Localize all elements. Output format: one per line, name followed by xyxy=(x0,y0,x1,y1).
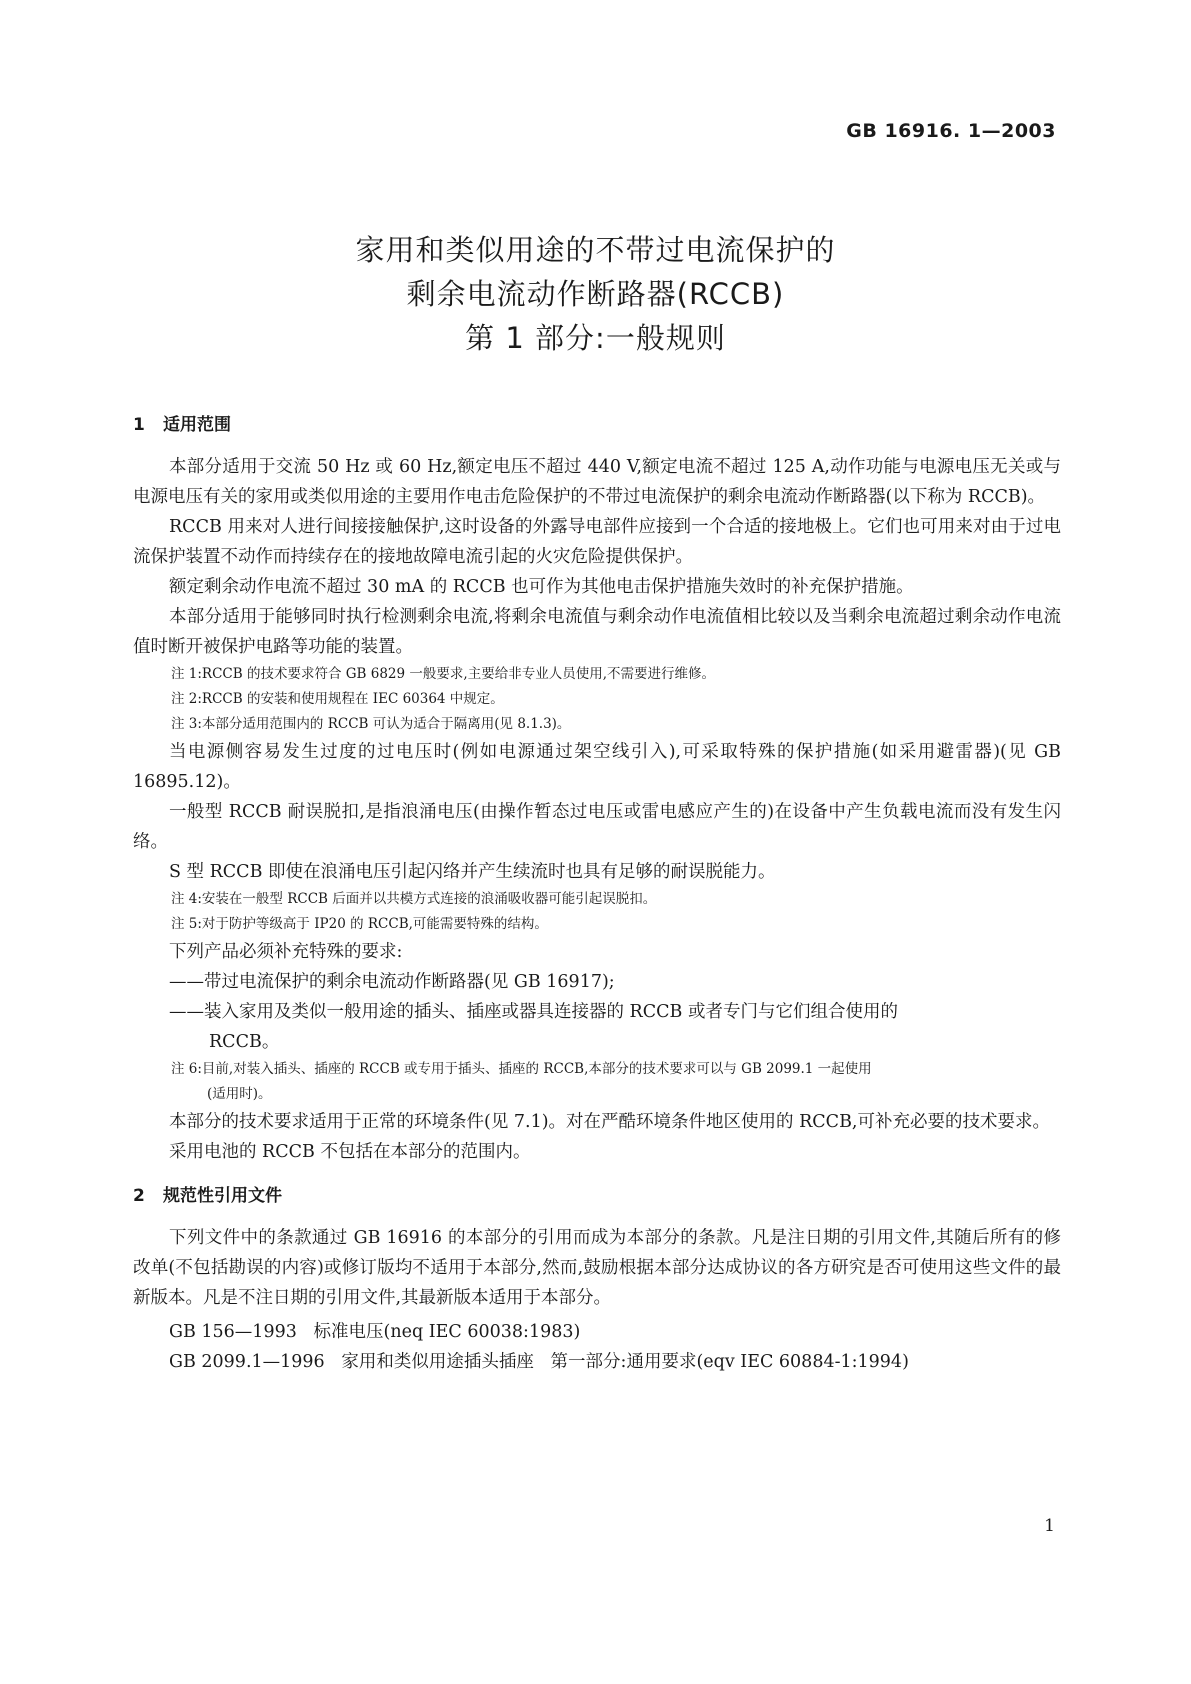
scope-paragraph-8: 下列产品必须补充特殊的要求: xyxy=(169,942,403,962)
note-1: 注 1:RCCB 的技术要求符合 GB 6829 一般要求,主要给非专业人员使用,不需要进行维修。 xyxy=(171,666,715,682)
scope-paragraph-9: 本部分的技术要求适用于正常的环境条件(见 7.1)。对在严酷环境条件地区使用的 RCCB,可补充必要的技术要求。 xyxy=(169,1112,1050,1132)
scope-paragraph-7: S 型 RCCB 即使在浪涌电压引起闪络并产生续流时也具有足够的耐误脱能力。 xyxy=(169,862,776,882)
section-2-title: 规范性引用文件 xyxy=(163,1186,282,1206)
note-2: 注 2:RCCB 的安装和使用规程在 IEC 60364 中规定。 xyxy=(171,691,504,707)
page-number: 1 xyxy=(1044,1516,1055,1536)
dash-item-2-line-1: ——装入家用及类似一般用途的插头、插座或器具连接器的 RCCB 或者专门与它们组合使用的 xyxy=(169,1002,898,1022)
standard-number: GB 16916. 1—2003 xyxy=(846,120,1056,142)
document-body xyxy=(133,408,1061,1377)
note-6-line-2: (适用时)。 xyxy=(207,1086,272,1102)
section-1-heading xyxy=(133,408,1061,442)
note-4: 注 4:安装在一般型 RCCB 后面并以共模方式连接的浪涌吸收器可能引起误脱扣。 xyxy=(171,891,657,907)
note-6-line-1: 注 6:目前,对装入插头、插座的 RCCB 或专用于插头、插座的 RCCB,本部分的技术要求可以与 GB 2099.1 一起使用 xyxy=(171,1061,872,1077)
references-paragraph: 下列文件中的条款通过 GB 16916 的本部分的引用而成为本部分的条款。凡是注日期的引用文件,其随后所有的修改单(不包括勘误的内容)或修订版均不适用于本部分,然而,鼓励根据本部分达成协议的各方研究是否可使用这些文件的最新版本。凡是不注日期的引用文件,其最新版本适用于本部分。 xyxy=(133,1228,1061,1308)
scope-paragraph-4: 本部分适用于能够同时执行检测剩余电流,将剩余电流值与剩余动作电流值相比较以及当剩余电流超过剩余动作电流值时断开被保护电路等功能的装置。 xyxy=(133,607,1061,657)
dash-item-2-line-2: RCCB。 xyxy=(209,1032,280,1052)
title-line-1: 家用和类似用途的不带过电流保护的 xyxy=(355,233,836,267)
scope-paragraph-5: 当电源侧容易发生过度的过电压时(例如电源通过架空线引入),可采取特殊的保护措施(如采用避雷器)(见 GB 16895.12)。 xyxy=(133,742,1061,792)
reference-item-1: GB 156—1993 标准电压(neq IEC 60038:1983) xyxy=(169,1322,581,1342)
section-1-title: 适用范围 xyxy=(163,415,231,435)
dash-item-2 xyxy=(133,997,1061,1057)
scope-paragraph-3: 额定剩余动作电流不超过 30 mA 的 RCCB 也可作为其他电击保护措施失效时的补充保护措施。 xyxy=(169,577,914,597)
section-2-number: 2 xyxy=(133,1186,145,1206)
dash-item-1: ——带过电流保护的剩余电流动作断路器(见 GB 16917); xyxy=(169,972,615,992)
reference-item-2: GB 2099.1—1996 家用和类似用途插头插座 第一部分:通用要求(eqv IEC 60884-1:1994) xyxy=(169,1352,909,1372)
section-2-heading xyxy=(133,1179,1061,1213)
note-3: 注 3:本部分适用范围内的 RCCB 可认为适合于隔离用(见 8.1.3)。 xyxy=(171,716,571,732)
document-title xyxy=(0,228,1191,360)
scope-paragraph-10: 采用电池的 RCCB 不包括在本部分的范围内。 xyxy=(169,1142,531,1162)
scope-paragraph-2: RCCB 用来对人进行间接接触保护,这时设备的外露导电部件应接到一个合适的接地极上。它们也可用来对由于过电流保护装置不动作而持续存在的接地故障电流引起的火灾危险提供保护。 xyxy=(133,517,1061,567)
title-line-3: 第 1 部分:一般规则 xyxy=(465,321,726,355)
section-1-number: 1 xyxy=(133,415,145,435)
scope-paragraph-6: 一般型 RCCB 耐误脱扣,是指浪涌电压(由操作暂态过电压或雷电感应产生的)在设备中产生负载电流而没有发生闪络。 xyxy=(133,802,1061,852)
note-5: 注 5:对于防护等级高于 IP20 的 RCCB,可能需要特殊的结构。 xyxy=(171,916,548,932)
note-6 xyxy=(133,1057,1061,1107)
title-line-2: 剩余电流动作断路器(RCCB) xyxy=(406,277,785,311)
scope-paragraph-1: 本部分适用于交流 50 Hz 或 60 Hz,额定电压不超过 440 V,额定电流不超过 125 A,动作功能与电源电压无关或与电源电压有关的家用或类似用途的主要用作电击危险保护的不带过电流保护的剩余电流动作断路器(以下称为 RCCB)。 xyxy=(133,457,1061,507)
